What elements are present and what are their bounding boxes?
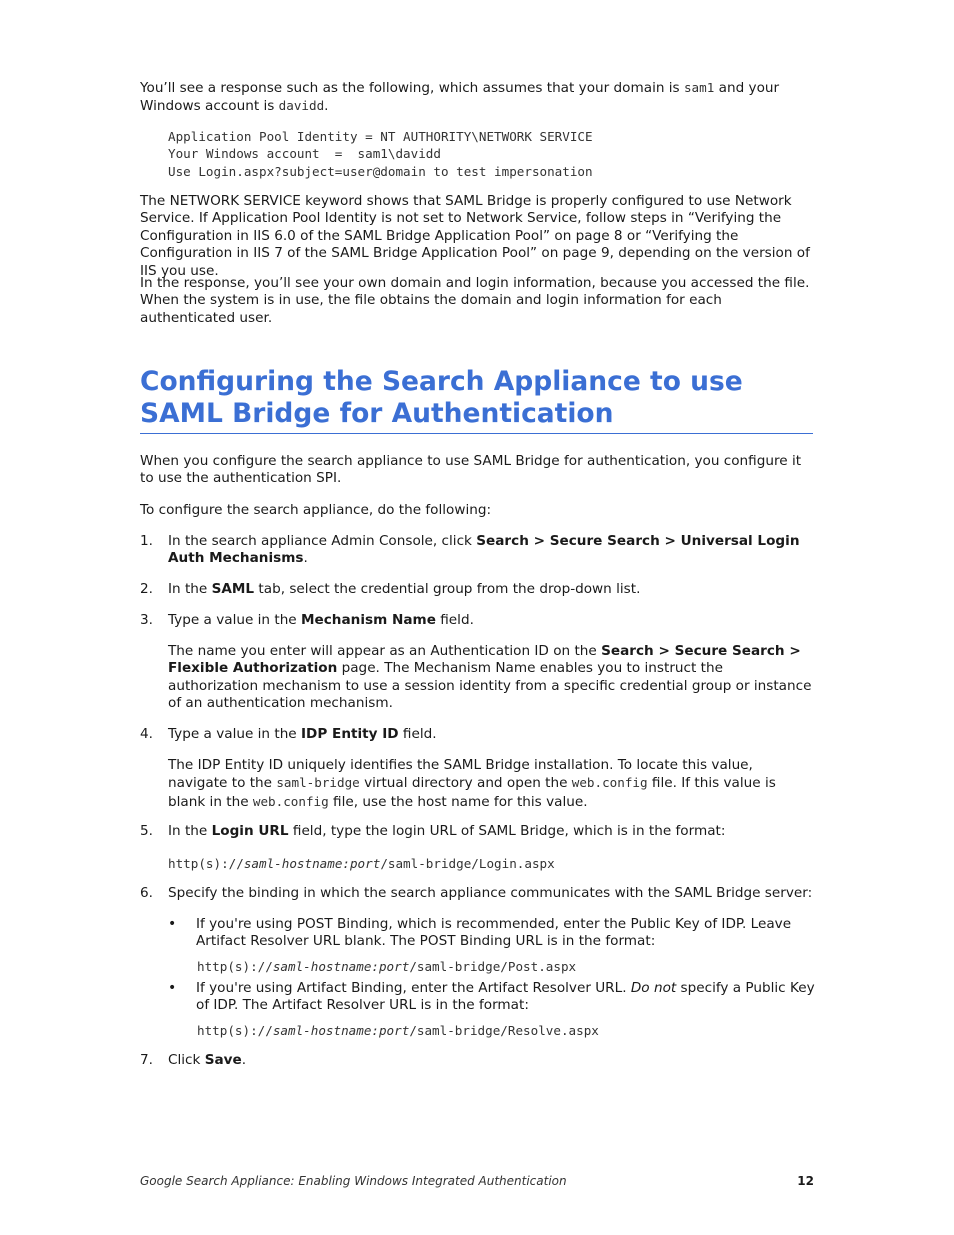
step-text: . (303, 550, 308, 567)
page-number: 12 (797, 1174, 814, 1188)
step-number: 1. (140, 533, 153, 549)
step-4-note (168, 757, 815, 811)
code-text: /saml-bridge/Login.aspx (380, 856, 555, 871)
network-service-paragraph: The NETWORK SERVICE keyword shows that SAML Bridge is properly configured to use Network Service. If Application Pool Identity is not set to Network Service, follow steps in “Verifying the Configuration in IIS 6.0 of the SAML Bridge Application Pool” on page 8 or “Verifying the Configuration in IIS 7 of the SAML Bridge Application Pool” on page 9, depending on the version of IIS you use. (140, 193, 810, 279)
step-text: In the search appliance Admin Console, click (168, 533, 477, 549)
domain-code: sam1 (683, 80, 715, 95)
step-text: In the (168, 823, 212, 839)
step-text: Type a value in the (168, 726, 301, 742)
step-7 (168, 1052, 815, 1069)
step-1 (168, 533, 815, 568)
emphasis: Do not (630, 980, 677, 996)
code-text: /saml-bridge/Post.aspx (409, 959, 577, 974)
step-text: field. (398, 726, 437, 742)
intro-text: and your Windows account is (140, 80, 780, 115)
code-text: http(s):// (168, 856, 244, 871)
intro-text: You’ll see a response such as the following, which assumes that your domain is (140, 80, 684, 96)
step-number: 4. (140, 726, 153, 742)
directory-code: saml-bridge (276, 775, 360, 791)
account-code: davidd (278, 98, 325, 114)
step-2 (168, 581, 815, 598)
section-heading: Configuring the Search Appliance to use SAML Bridge for Authentication (140, 366, 813, 434)
step-6: Specify the binding in which the search appliance communicates with the SAML Bridge server: (168, 885, 813, 901)
step-text: Type a value in the (168, 612, 301, 628)
post-url-code (197, 958, 576, 975)
menu-path: Search > Secure Search > Universal Login Auth Mechanisms (168, 533, 800, 567)
step-text: field. (435, 612, 474, 628)
item-text: If you're using Artifact Binding, enter the Artifact Resolver URL. (196, 980, 631, 996)
code-placeholder: saml-hostname:port (272, 1023, 410, 1038)
step-4 (168, 726, 815, 743)
bullet: • (168, 980, 177, 996)
note-text: file, use the host name for this value. (328, 793, 588, 810)
step-5 (168, 823, 815, 840)
note-text: page. The Mechanism Name enables you to instruct the authorization mechanism to use a session identity from a specific credential group or instance of an authentication mechanism. (168, 660, 812, 712)
button-name: Save (204, 1052, 242, 1068)
note-text: The name you enter will appear as an Authentication ID on the (168, 643, 602, 659)
response-code-line: Your Windows account = sam1\davidd (168, 146, 441, 161)
code-text: /saml-bridge/Resolve.aspx (409, 1023, 599, 1038)
response-paragraph: In the response, you’ll see your own domain and login information, because you accessed the file. When the system is in use, the file obtains the domain and login information for each authenticated user. (140, 275, 810, 326)
post-binding-item: If you're using POST Binding, which is recommended, enter the Public Key of IDP. Leave Artifact Resolver URL blank. The POST Binding URL is in the format: (196, 916, 792, 950)
step-text: Click (168, 1052, 205, 1068)
field-name: IDP Entity ID (301, 726, 399, 742)
menu-path: Search > Secure Search > Flexible Authorization (168, 643, 801, 677)
file-code: web.config (252, 793, 329, 809)
step-number: 3. (140, 612, 153, 628)
step-number: 2. (140, 581, 153, 597)
step-text: In the (168, 581, 212, 597)
note-text: The IDP Entity ID uniquely identifies the SAML Bridge installation. To locate this value, navigate to the (168, 757, 753, 792)
field-name: Mechanism Name (301, 612, 436, 628)
code-placeholder: saml-hostname:port (272, 959, 410, 974)
intro-text: . (324, 98, 329, 115)
login-url-code (168, 855, 555, 872)
tab-name: SAML (211, 581, 255, 597)
step-text: field, type the login URL of SAML Bridge, which is in the format: (288, 823, 726, 839)
todo-paragraph: To configure the search appliance, do the following: (140, 502, 492, 518)
step-number: 5. (140, 823, 153, 839)
step-3-note (168, 643, 815, 713)
footer-title: Google Search Appliance: Enabling Windows Integrated Authentication (140, 1174, 567, 1188)
intro-paragraph (140, 79, 815, 116)
response-code-line: Use Login.aspx?subject=user@domain to test impersonation (168, 164, 593, 179)
step-number: 7. (140, 1052, 153, 1068)
step-text: tab, select the credential group from the drop-down list. (254, 581, 641, 597)
code-text: http(s):// (197, 1023, 273, 1038)
item-text: specify a Public Key of IDP. The Artifact Resolver URL is in the format: (196, 980, 815, 1014)
artifact-binding-item (196, 980, 815, 1015)
response-code-line: Application Pool Identity = NT AUTHORITY\NETWORK SERVICE (168, 129, 593, 144)
bullet: • (168, 916, 177, 932)
resolve-url-code (197, 1022, 599, 1039)
field-name: Login URL (211, 823, 289, 839)
note-text: virtual directory and open the (359, 775, 572, 792)
step-text: . (241, 1052, 247, 1068)
code-text: http(s):// (197, 959, 273, 974)
code-placeholder: saml-hostname:port (243, 856, 381, 871)
config-paragraph: When you configure the search appliance to use SAML Bridge for authentication, you configure it to use the authentication SPI. (140, 453, 802, 487)
step-number: 6. (140, 885, 153, 901)
note-text: file. If this value is blank in the (168, 775, 776, 810)
file-code: web.config (571, 775, 648, 791)
step-3 (168, 612, 815, 629)
